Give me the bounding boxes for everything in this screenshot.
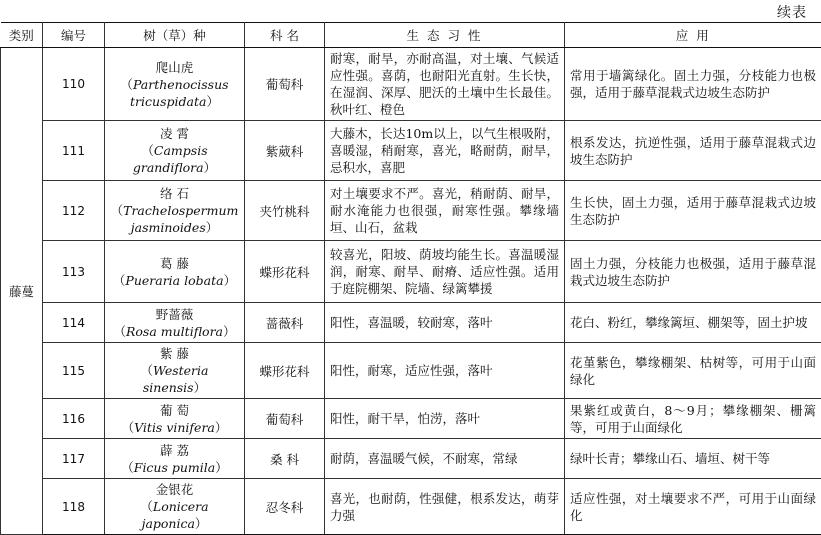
species-name: 金银花 — [156, 482, 194, 497]
family-cell: 蝶形花科 — [245, 241, 325, 303]
row-number: 117 — [43, 439, 105, 479]
ecology-cell: 较喜光，阳坡、荫坡均能生长。喜温暖湿润，耐寒、耐旱、耐瘠、适应性强。适用于庭院棚架、院墙、绿篱攀援 — [325, 241, 565, 303]
table-row — [1, 181, 821, 241]
header-family: 科 名 — [245, 23, 325, 48]
table-row — [1, 343, 821, 399]
table-row — [1, 303, 821, 343]
application-cell: 适应性强，对土壤要求不严，可用于山面绿化 — [565, 479, 821, 535]
ecology-cell: 阳性，耐寒，适应性强，落叶 — [325, 343, 565, 399]
species-latin: Campsis grandiflora — [133, 143, 208, 175]
row-number: 115 — [43, 343, 105, 399]
ecology-cell: 阳性，喜温暖，较耐寒，落叶 — [325, 303, 565, 343]
species-cell: 凌 霄 （Campsis grandiflora） — [105, 121, 245, 181]
species-cell: 野蔷薇 （Rosa multiflora） — [105, 303, 245, 343]
ecology-cell: 对土壤要求不严。喜光，稍耐荫、耐旱，耐水淹能力也很强，耐寒性强。攀缘墙垣、山石，盆栽 — [325, 181, 565, 241]
species-latin: Pueraria lobata — [125, 273, 223, 288]
species-cell: 紫 藤 （Westeria sinensis） — [105, 343, 245, 399]
table-row — [1, 479, 821, 535]
species-cell: 薜 荔 （Ficus pumila） — [105, 439, 245, 479]
species-cell: 葡 萄 （Vitis vinifera） — [105, 399, 245, 439]
species-cell: 金银花 （Lonicera japonica） — [105, 479, 245, 535]
application-cell: 花白、粉红，攀缘篱垣、棚架等，固土护坡 — [565, 303, 821, 343]
family-cell: 葡萄科 — [245, 48, 325, 121]
header-ecology: 生 态 习 性 — [325, 23, 565, 48]
species-latin: Ficus pumila — [134, 460, 215, 475]
table-row — [1, 121, 821, 181]
family-cell: 夹竹桃科 — [245, 181, 325, 241]
row-number: 113 — [43, 241, 105, 303]
row-number: 110 — [43, 48, 105, 121]
application-cell: 生长快，固土力强，适用于藤草混栽式边坡生态防护 — [565, 181, 821, 241]
ecology-cell: 阳性，耐干旱，怕涝，落叶 — [325, 399, 565, 439]
row-number: 116 — [43, 399, 105, 439]
table-row — [1, 241, 821, 303]
application-cell: 花堇紫色，攀缘棚架、枯树等，可用于山面绿化 — [565, 343, 821, 399]
row-number: 114 — [43, 303, 105, 343]
species-latin: Rosa multiflora — [126, 324, 223, 339]
application-cell: 根系发达，抗逆性强，适用于藤草混栽式边坡生态防护 — [565, 121, 821, 181]
header-number: 编号 — [43, 23, 105, 48]
application-cell: 绿叶长青；攀缘山石、墙垣、树干等 — [565, 439, 821, 479]
header-species: 树（草）种 — [105, 23, 245, 48]
plant-table — [0, 22, 821, 535]
species-latin: Westeria sinensis — [143, 363, 209, 395]
category-cell: 藤蔓 — [1, 48, 43, 535]
header-application: 应 用 — [565, 23, 821, 48]
family-cell: 葡萄科 — [245, 399, 325, 439]
header-category: 类别 — [1, 23, 43, 48]
species-name: 野蔷薇 — [156, 307, 194, 322]
family-cell: 忍冬科 — [245, 479, 325, 535]
table-row — [1, 439, 821, 479]
species-name: 络 石 — [160, 186, 189, 201]
species-latin: Lonicera japonica — [142, 499, 209, 531]
ecology-cell: 耐荫，喜温暖气候，不耐寒，常绿 — [325, 439, 565, 479]
species-name: 薜 荔 — [160, 443, 189, 458]
species-cell: 葛 藤 （Pueraria lobata） — [105, 241, 245, 303]
family-cell: 蝶形花科 — [245, 343, 325, 399]
species-cell: 络 石 （Trachelospermum jasminoides） — [105, 181, 245, 241]
application-cell: 固土力强，分枝能力也极强，适用于藤草混栽式边坡生态防护 — [565, 241, 821, 303]
row-number: 118 — [43, 479, 105, 535]
species-name: 凌 霄 — [160, 126, 189, 141]
species-name: 紫 藤 — [160, 346, 189, 361]
species-name: 爬山虎 — [156, 60, 194, 75]
ecology-cell: 耐寒，耐旱，亦耐高温，对土壤、气候适应性强。喜荫，也耐阳光直射。生长快，在湿润、深厚、肥沃的土壤中生长最佳。秋叶红、橙色 — [325, 48, 565, 121]
table-row — [1, 48, 821, 121]
species-latin: Parthenocissus tricuspidata — [130, 77, 229, 109]
species-name: 葛 藤 — [160, 256, 189, 271]
table-row — [1, 399, 821, 439]
row-number: 111 — [43, 121, 105, 181]
family-cell: 紫葳科 — [245, 121, 325, 181]
species-latin: Vitis vinifera — [134, 420, 215, 435]
application-cell: 果紫红或黄白，8～9月；攀缘棚架、栅篱等，可用于山面绿化 — [565, 399, 821, 439]
family-cell: 蔷薇科 — [245, 303, 325, 343]
header-row — [1, 23, 821, 48]
species-name: 葡 萄 — [160, 403, 189, 418]
ecology-cell: 大藤木，长达10m以上，以气生根吸附，喜暖湿，稍耐寒，喜光，略耐荫，耐旱，忌积水，喜肥 — [325, 121, 565, 181]
row-number: 112 — [43, 181, 105, 241]
species-latin: Trachelospermum jasminoides — [123, 203, 238, 235]
continued-label: 续表 — [777, 2, 807, 22]
application-cell: 常用于墙篱绿化。固土力强，分枝能力也极强，适用于藤草混栽式边坡生态防护 — [565, 48, 821, 121]
family-cell: 桑 科 — [245, 439, 325, 479]
species-cell: 爬山虎 （Parthenocissus tricuspidata） — [105, 48, 245, 121]
ecology-cell: 喜光，也耐荫，性强健，根系发达，萌芽力强 — [325, 479, 565, 535]
